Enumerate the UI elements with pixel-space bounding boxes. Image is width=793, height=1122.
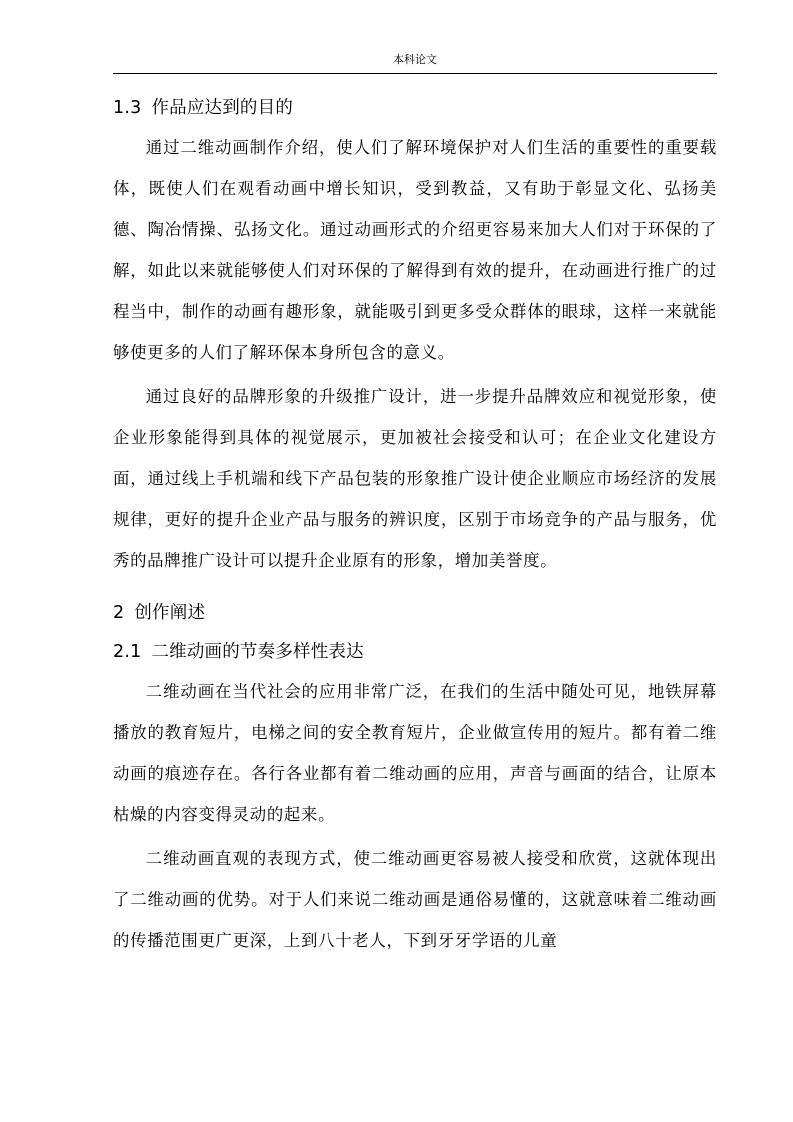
section-number: 2.1 — [113, 642, 142, 662]
paragraph-rhythm-2: 二维动画直观的表现方式，使二维动画更容易被人接受和欣赏，这就体现出了二维动画的优势。对于人们来说二维动画是通俗易懂的，这就意味着二维动画的传播范围更广更深，上到八十老人，下到牙牙学语的儿童 — [113, 849, 717, 950]
page-header — [113, 52, 717, 74]
section-number: 1.3 — [113, 98, 142, 118]
page-body — [113, 88, 717, 961]
section-heading-2-1 — [113, 634, 717, 670]
paragraph-rhythm-1: 二维动画在当代社会的应用非常广泛，在我们的生活中随处可见，地铁屏幕播放的教育短片，电梯之间的安全教育短片，企业做宣传用的短片。都有着二维动画的痕迹存在。各行各业都有着二维动画的应用，声音与画面的结合，让原本枯燥的内容变得灵动的起来。 — [113, 682, 717, 824]
section-title: 作品应达到的目的 — [151, 98, 294, 118]
section-number: 2 — [113, 603, 125, 623]
section-title: 创作阐述 — [134, 603, 206, 623]
section-title: 二维动画的节奏多样性表达 — [151, 642, 364, 662]
section-heading-1-3 — [113, 90, 717, 126]
paragraph-purpose-1: 通过二维动画制作介绍，使人们了解环境保护对人们生活的重要性的重要载体，既使人们在观看动画中增长知识，受到教益，又有助于彰显文化、弘扬美德、陶冶情操、弘扬文化。通过动画形式的介绍更容易来加大人们对于环保的了解，如此以来就能够使人们对环保的了解得到有效的提升，在动画进行推广的过程当中，制作的动画有趣形象，就能吸引到更多受众群体的眼球，这样一来就能够使更多的人们了解环保本身所包含的意义。 — [113, 138, 717, 362]
header-title: 本科论文 — [393, 53, 437, 66]
section-heading-2 — [113, 595, 717, 631]
paragraph-purpose-2: 通过良好的品牌形象的升级推广设计，进一步提升品牌效应和视觉形象，使企业形象能得到具体的视觉展示，更加被社会接受和认可；在企业文化建设方面，通过线上手机端和线下产品包装的形象推广设计使企业顺应市场经济的发展规律，更好的提升企业产品与服务的辨识度，区别于市场竞争的产品与服务，优秀的品牌推广设计可以提升企业原有的形象，增加美誉度。 — [113, 387, 717, 570]
